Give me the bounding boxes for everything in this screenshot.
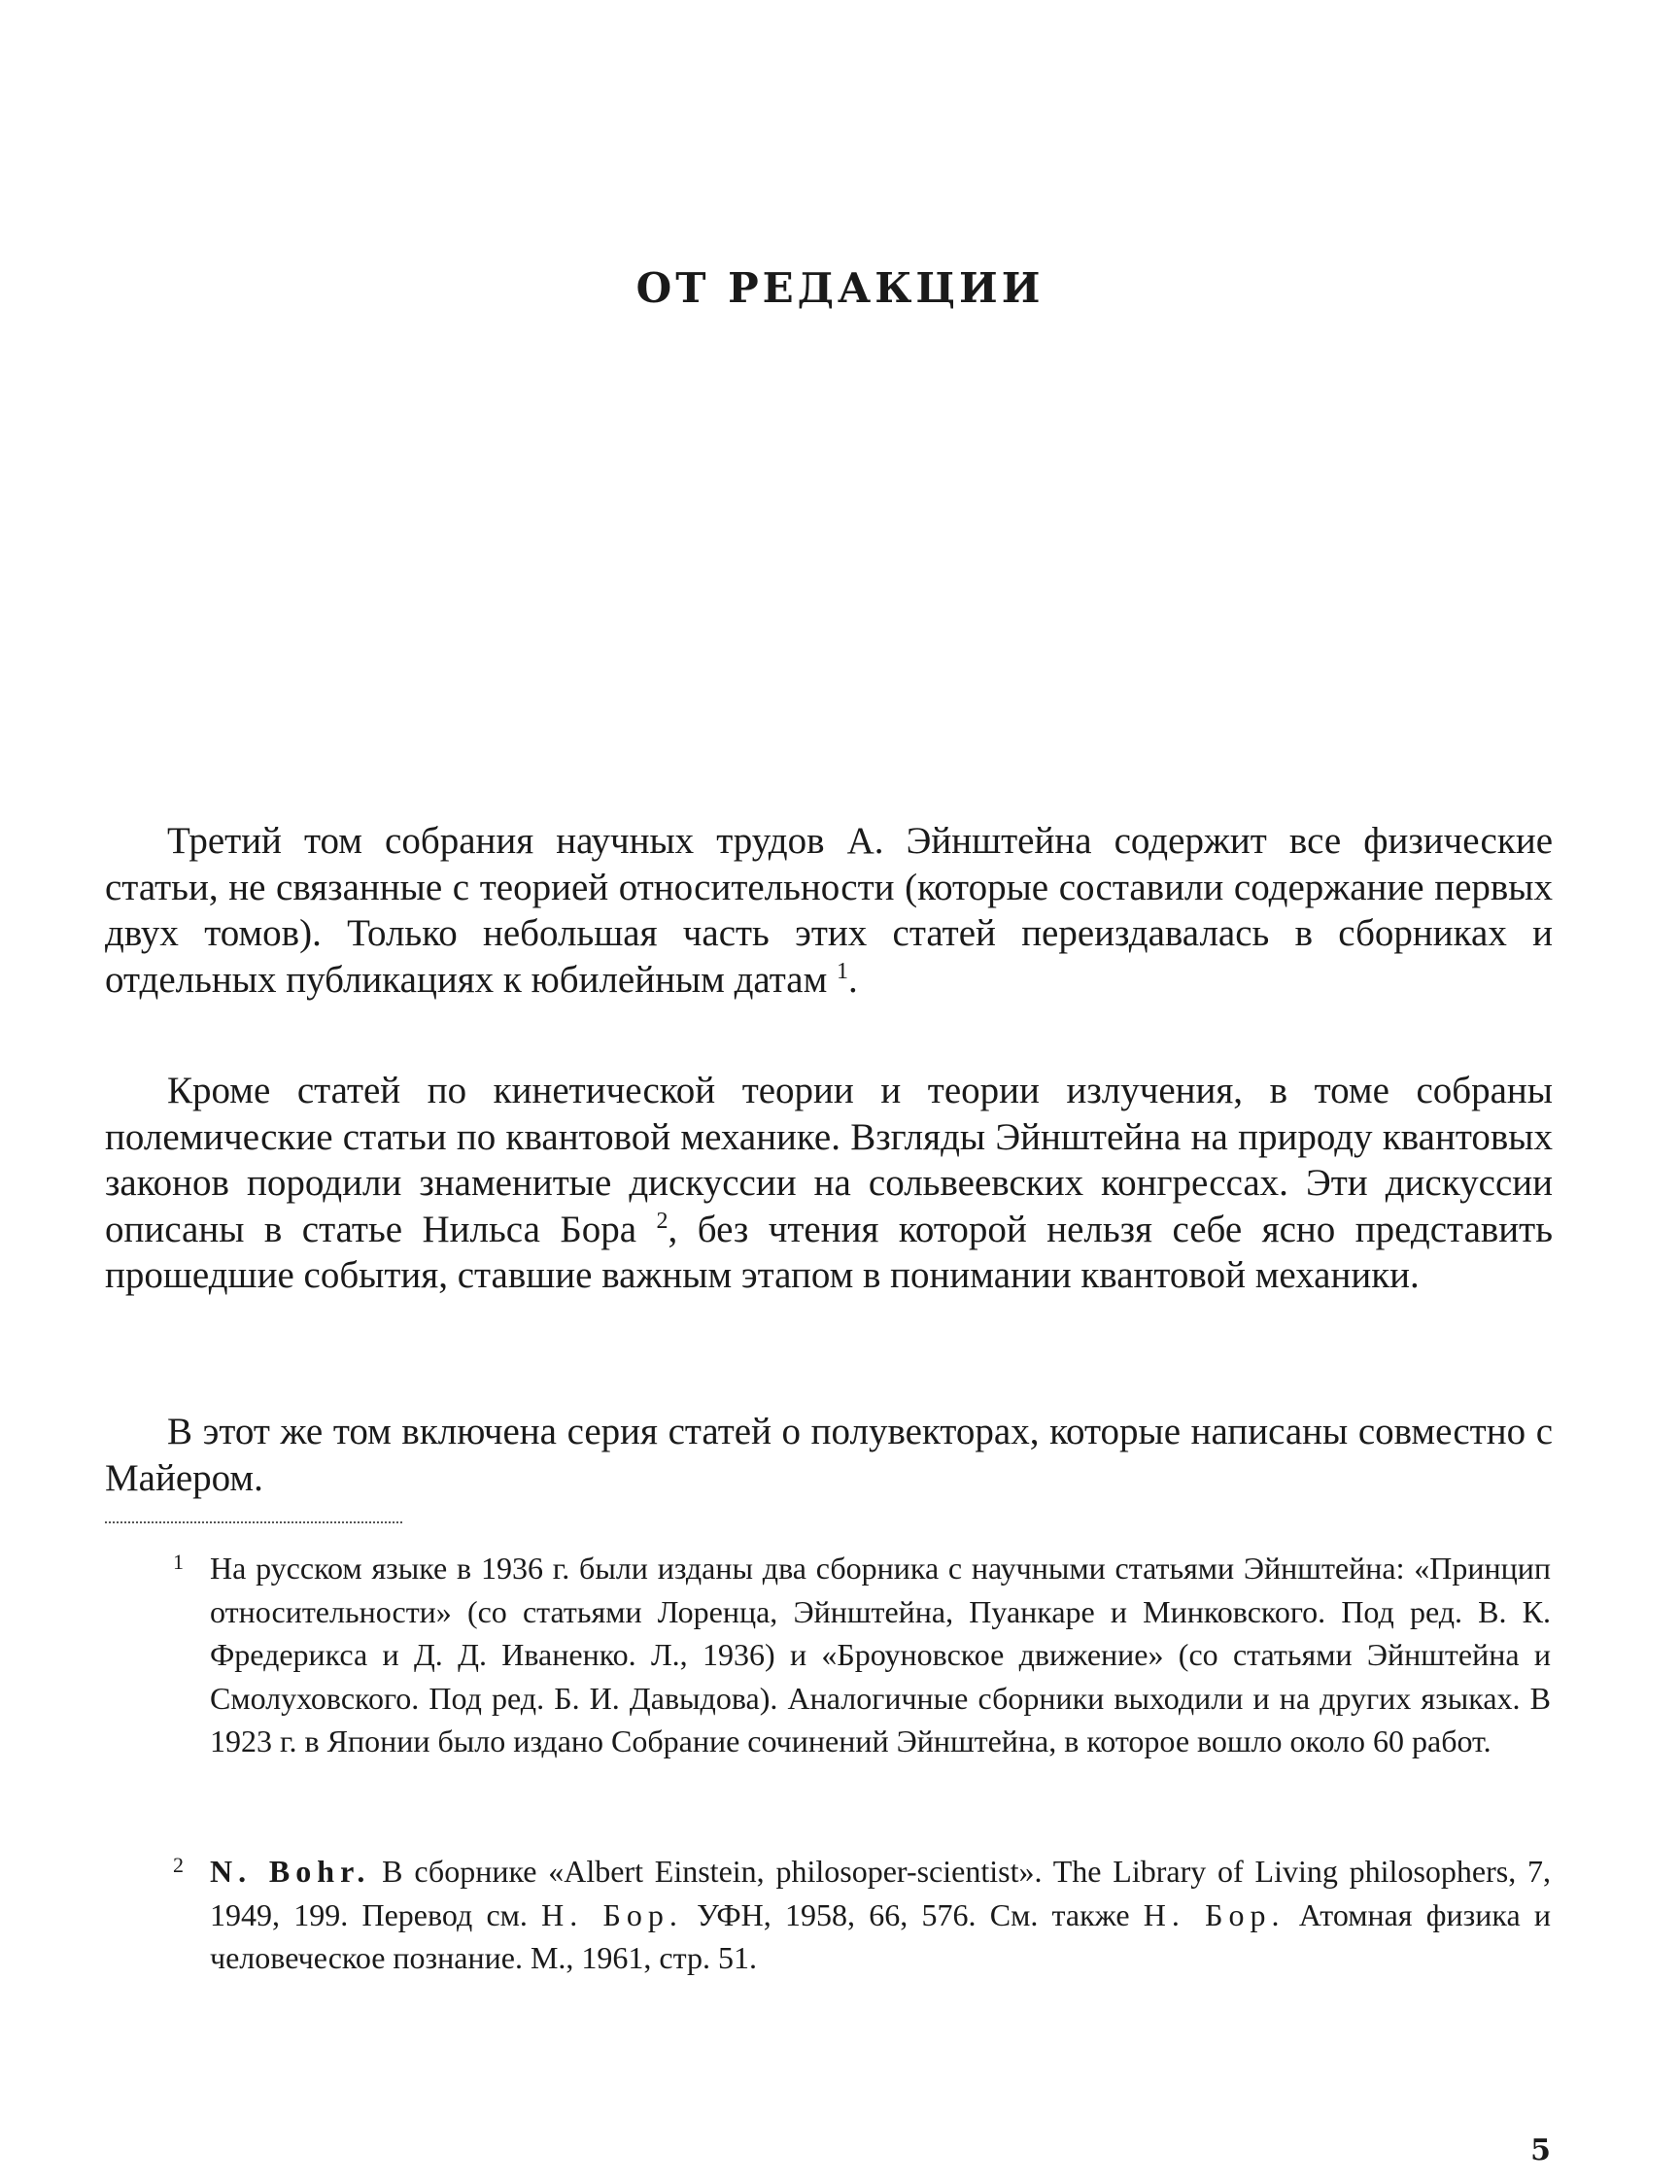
body-paragraph-1 <box>105 818 1553 1008</box>
paragraph-3-text: В этот же том включена серия статей о полувекторах, которые написаны совместно с Майером. <box>105 1411 1553 1499</box>
page-number: 5 <box>1530 2133 1551 2167</box>
footnote-1-text: На русском языке в 1936 г. были изданы два сборника с научными статьями Эйнштейна: «Принцип относительности» (со статьями Лоренца, Эйнштейна, Пуанкаре и Минковского. Под ред. В. К. Фредерикса и Д. Д. Иваненко. Л., 1936) и «Броуновское движение» (со статьями Эйнштейна и Смолуховского. Под ред. Б. И. Давыдова). Аналогичные сборники выходили и на других языках. В 1923 г. в Японии было издано Собрание сочинений Эйнштейна, в которое вошло около 60 работ. <box>210 1551 1551 1758</box>
footnote-2-author-3: Н. Бор. <box>1143 1896 1286 1932</box>
footnote-2-text-2: УФН, 1958, 66, 576. См. также <box>697 1896 1130 1932</box>
footnote-2-mark: 2 <box>173 1853 184 1877</box>
footnote-ref-2: 2 <box>656 1208 669 1234</box>
footnote-2-text-3: Атомная физика и человеческое познание. М., 1961, стр. 51. <box>210 1896 1551 1975</box>
footnote-1 <box>173 1547 1551 1763</box>
footnote-2-text: В сборнике «Albert Einstein, philosoper-scientist». The Library of Living philosophers, 7, 1949, 199. Перевод см. <box>210 1854 1552 1932</box>
body-paragraph-3 <box>105 1409 1553 1507</box>
footnote-ref-1: 1 <box>837 958 848 984</box>
footnote-2-author: N. Bohr. <box>210 1854 371 1889</box>
footnote-separator <box>105 1521 402 1523</box>
paragraph-2-text: Кроме статей по кинетической теории и теории излучения, в томе собраны полемические статьи по квантовой механике. Взгляды Эйнштейна на природу квантовых законов породили знаменитые дискуссии на сольвеевских конгрессах. Эти дискуссии описаны в статье Нильса Бора <box>105 1070 1553 1250</box>
footnote-2-author-2: Н. Бор. <box>541 1896 683 1932</box>
footnote-1-mark: 1 <box>173 1550 184 1574</box>
footnote-2 <box>173 1850 1551 1980</box>
body-paragraph-2 <box>105 1068 1553 1305</box>
paragraph-1-text: Третий том собрания научных трудов А. Эйнштейна содержит все физические статьи, не связанные с теорией относительности (которые составили содержание первых двух томов). Только небольшая часть этих статей переиздавалась в сборниках и отдельных публикациях к юбилейным датам <box>105 820 1553 1001</box>
paragraph-1-tail: . <box>848 958 858 1001</box>
paragraph-2-tail: , без чтения которой нельзя себе ясно представить прошедшие события, ставшие важным этапом в понимании квантовой механики. <box>105 1208 1554 1296</box>
page-title: ОТ РЕДАКЦИИ <box>635 264 1045 312</box>
